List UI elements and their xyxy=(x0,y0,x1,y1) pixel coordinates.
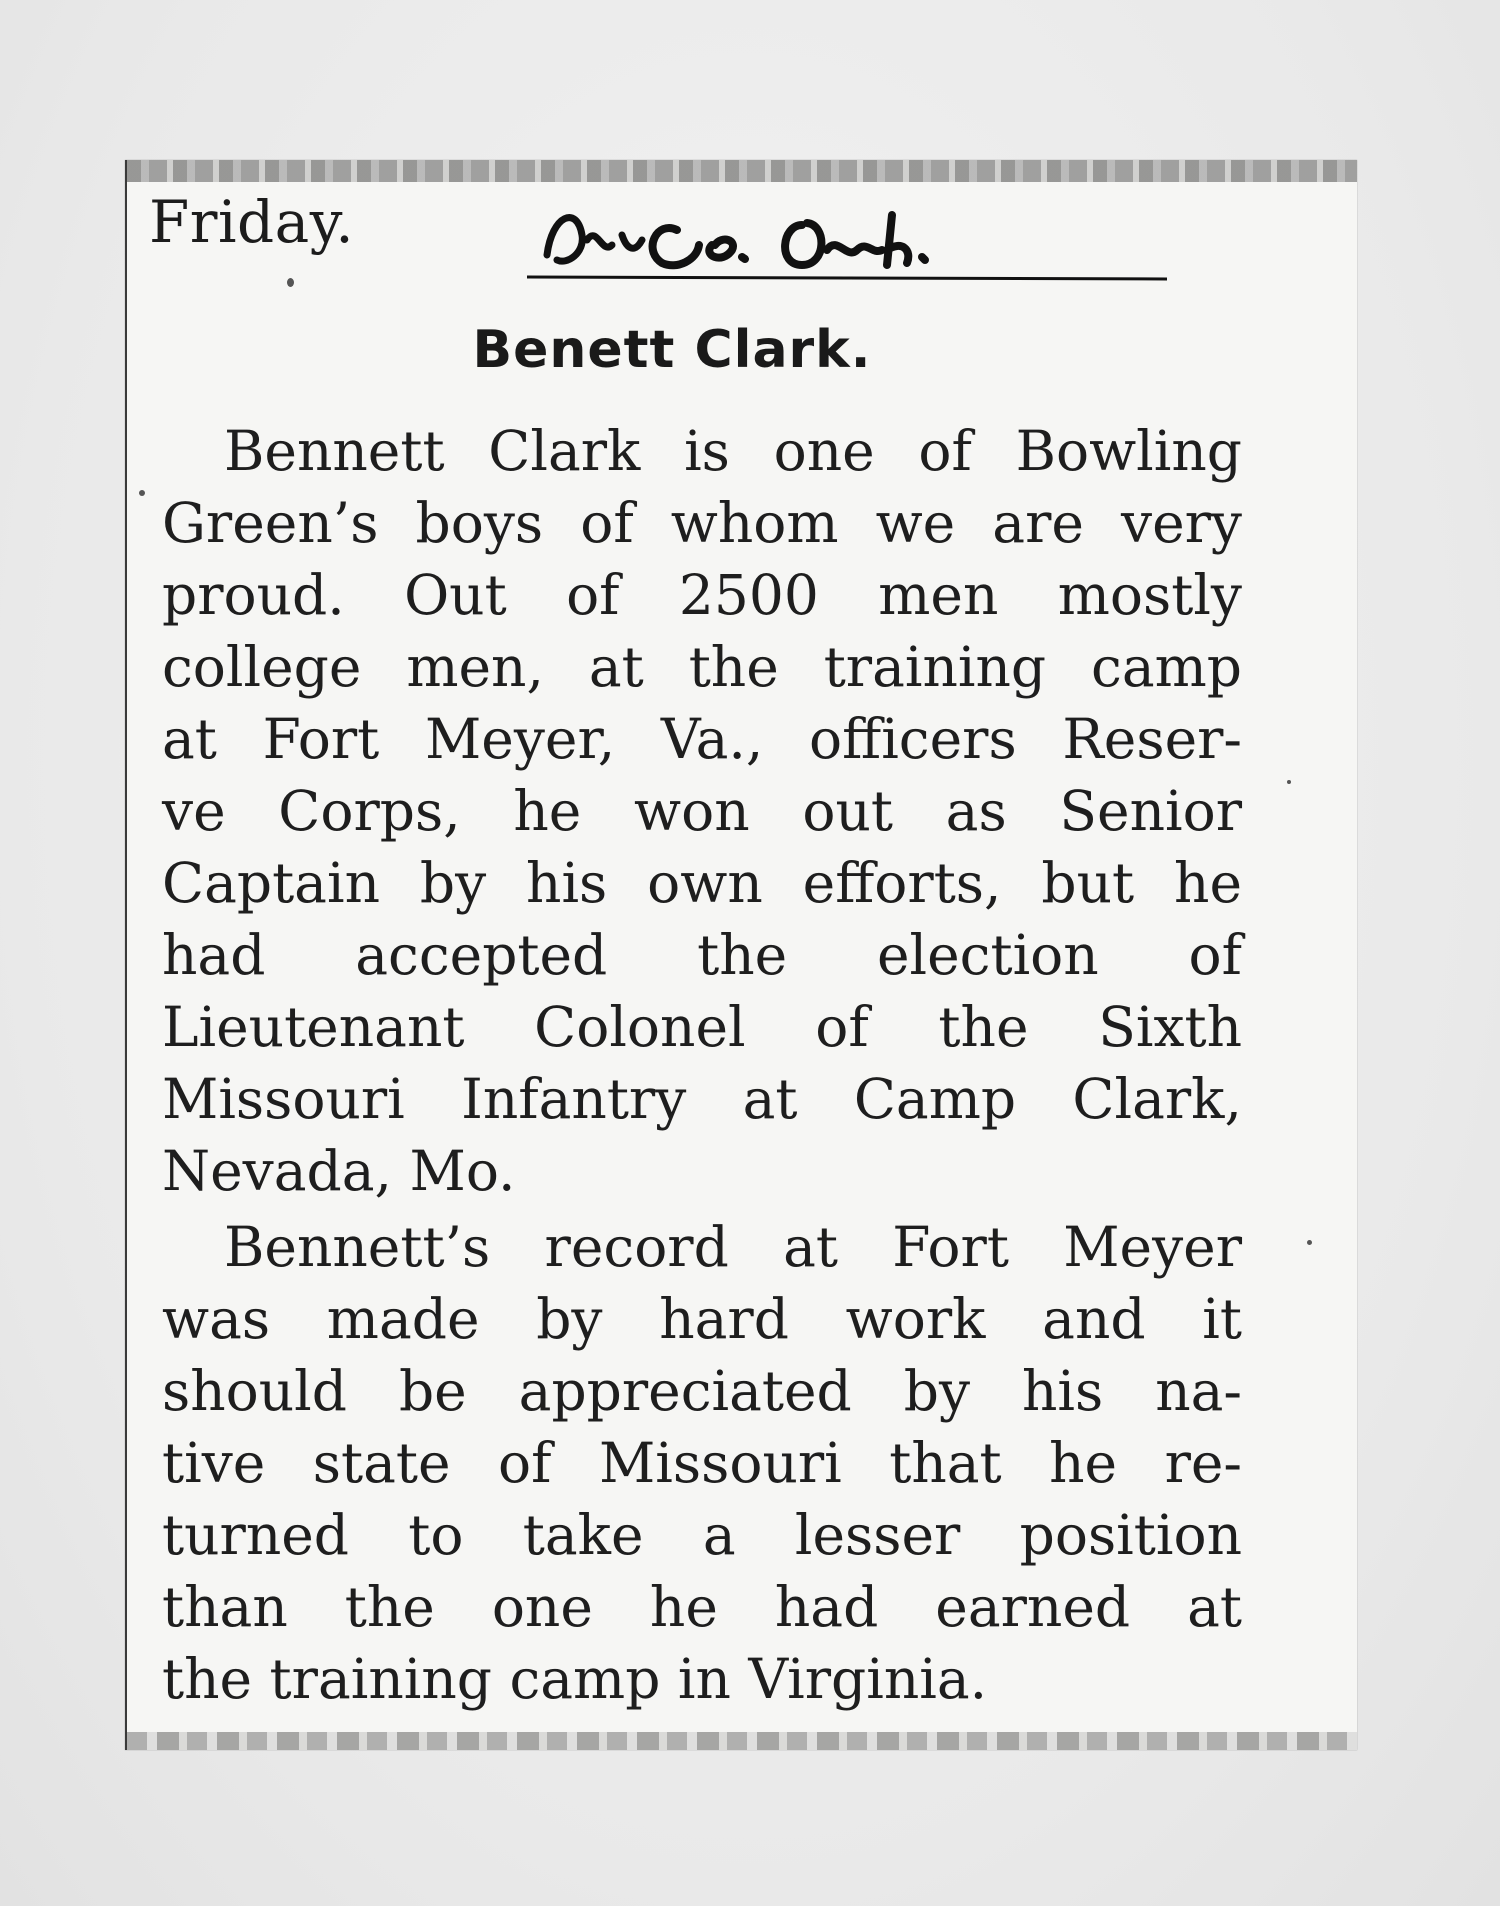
torn-top-edge xyxy=(127,160,1357,182)
headline: Benett Clark. xyxy=(472,320,872,380)
article-line: Bennett’s record at Fort Meyer xyxy=(224,1215,1242,1279)
article-line: at Fort Meyer, Va., officers Reser- xyxy=(162,707,1242,771)
print-speck xyxy=(1287,780,1291,784)
article-line: Green’s boys of whom we are very xyxy=(162,491,1242,555)
article-line: Lieutenant Colonel of the Sixth xyxy=(162,995,1242,1059)
article-line: turned to take a lesser position xyxy=(162,1503,1242,1567)
article-body xyxy=(162,415,1242,1719)
article-line: was made by hard work and it xyxy=(162,1287,1242,1351)
article-line: Bennett Clark is one of Bowling xyxy=(224,419,1242,483)
dateline: Friday. xyxy=(149,188,355,256)
article-line: Nevada, Mo. xyxy=(162,1139,516,1203)
print-speck xyxy=(1307,1240,1312,1245)
article-line: the training camp in Virginia. xyxy=(162,1647,988,1711)
handwriting-signature-icon xyxy=(527,195,1167,285)
print-speck xyxy=(287,278,294,287)
article-line: proud. Out of 2500 men mostly xyxy=(162,563,1242,627)
article-paragraph xyxy=(162,1211,1242,1715)
handwritten-source-annotation xyxy=(527,195,1167,285)
torn-bottom-edge xyxy=(127,1732,1357,1750)
article-line: tive state of Missouri that he re- xyxy=(162,1431,1242,1495)
article-line: should be appreciated by his na- xyxy=(162,1359,1242,1423)
print-speck xyxy=(139,490,145,496)
article-line: Captain by his own efforts, but he xyxy=(162,851,1242,915)
article-line: had accepted the election of xyxy=(162,923,1242,987)
article-line: than the one he had earned at xyxy=(162,1575,1242,1639)
article-line: college men, at the training camp xyxy=(162,635,1242,699)
article-line: ve Corps, he won out as Senior xyxy=(162,779,1242,843)
newspaper-clipping xyxy=(125,160,1357,1750)
article-line: Missouri Infantry at Camp Clark, xyxy=(162,1067,1242,1131)
article-paragraph xyxy=(162,415,1242,1207)
